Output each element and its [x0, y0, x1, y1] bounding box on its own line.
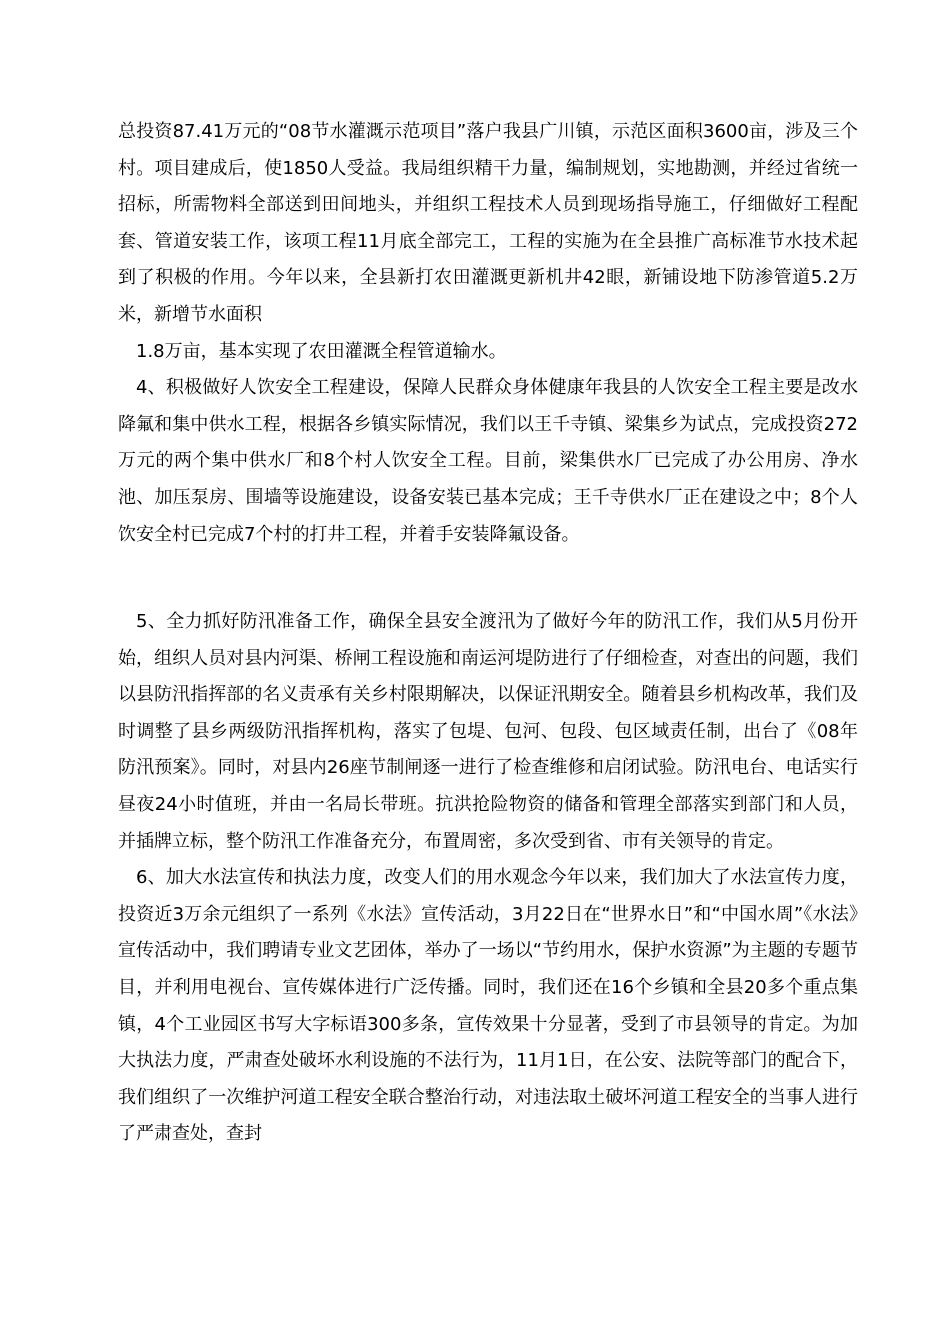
document-body-upper: [118, 114, 858, 553]
document-body-lower: [118, 604, 858, 1153]
paragraph-water-law-enforcement: 6、加大水法宣传和执法力度，改变人们的用水观念今年以来，我们加大了水法宣传力度，投资近3万余元组织了一系列《水法》宣传活动，3月22日在“世界水日”和“中国水周”《水法》宣传活动中，我们聘请专业文艺团体，举办了一场以“节约用水，保护水资源”为主题的专题节目，并利用电视台、宣传媒体进行广泛传播。同时，我们还在16个乡镇和全县20多个重点集镇，4个工业园区书写大字标语300多条，宣传效果十分显著，受到了市县领导的肯定。为加大执法力度，严肃查处破坏水利设施的不法行为，11月1日，在公安、法院等部门的配合下，我们组织了一次维护河道工程安全联合整治行动，对违法取土破坏河道工程安全的当事人进行了严肃查处，查封: [118, 867, 858, 1145]
paragraph-irrigation-summary: 1.8万亩，基本实现了农田灌溉全程管道输水。: [136, 340, 507, 362]
paragraph-flood-prevention: 5、全力抓好防汛准备工作，确保全县安全渡汛为了做好今年的防汛工作，我们从5月份开始，组织人员对县内河渠、桥闸工程设施和南运河堤防进行了仔细检查，对查出的问题，我们以县防汛指挥部的名义责承有关乡村限期解决，以保证汛期安全。随着县乡机构改革，我们及时调整了县乡两级防汛指挥机构，落实了包堤、包河、包段、包区域责任制，出台了《08年防汛预案》。同时，对县内26座节制闸逐一进行了检查维修和启闭试验。防汛电台、电话实行昼夜24小时值班，并由一名局长带班。抗洪抢险物资的储备和管理全部落实到部门和人员，并插牌立标，整个防汛工作准备充分，布置周密，多次受到省、市有关领导的肯定。: [118, 611, 858, 852]
paragraph-irrigation-project: 总投资87.41万元的“08节水灌溉示范项目”落户我县广川镇，示范区面积3600亩，涉及三个村。项目建成后，使1850人受益。我局组织精干力量，编制规划，实地勘测，并经过省统一招标，所需物料全部送到田间地头，并组织工程技术人员到现场指导施工，仔细做好工程配套、管道安装工作，该项工程11月底全部完工，工程的实施为在全县推广高标准节水技术起到了积极的作用。今年以来，全县新打农田灌溉更新机井42眼，新铺设地下防渗管道5.2万米，新增节水面积: [118, 121, 858, 325]
paragraph-drinking-water-safety: 4、积极做好人饮安全工程建设，保障人民群众身体健康年我县的人饮安全工程主要是改水降氟和集中供水工程，根据各乡镇实际情况，我们以王千寺镇、梁集乡为试点，完成投资272万元的两个集中供水厂和8个村人饮安全工程。目前，梁集供水厂已完成了办公用房、净水池、加压泵房、围墙等设施建设，设备安装已基本完成；王千寺供水厂正在建设之中；8个人饮安全村已完成7个村的打井工程，并着手安装降氟设备。: [118, 377, 858, 545]
